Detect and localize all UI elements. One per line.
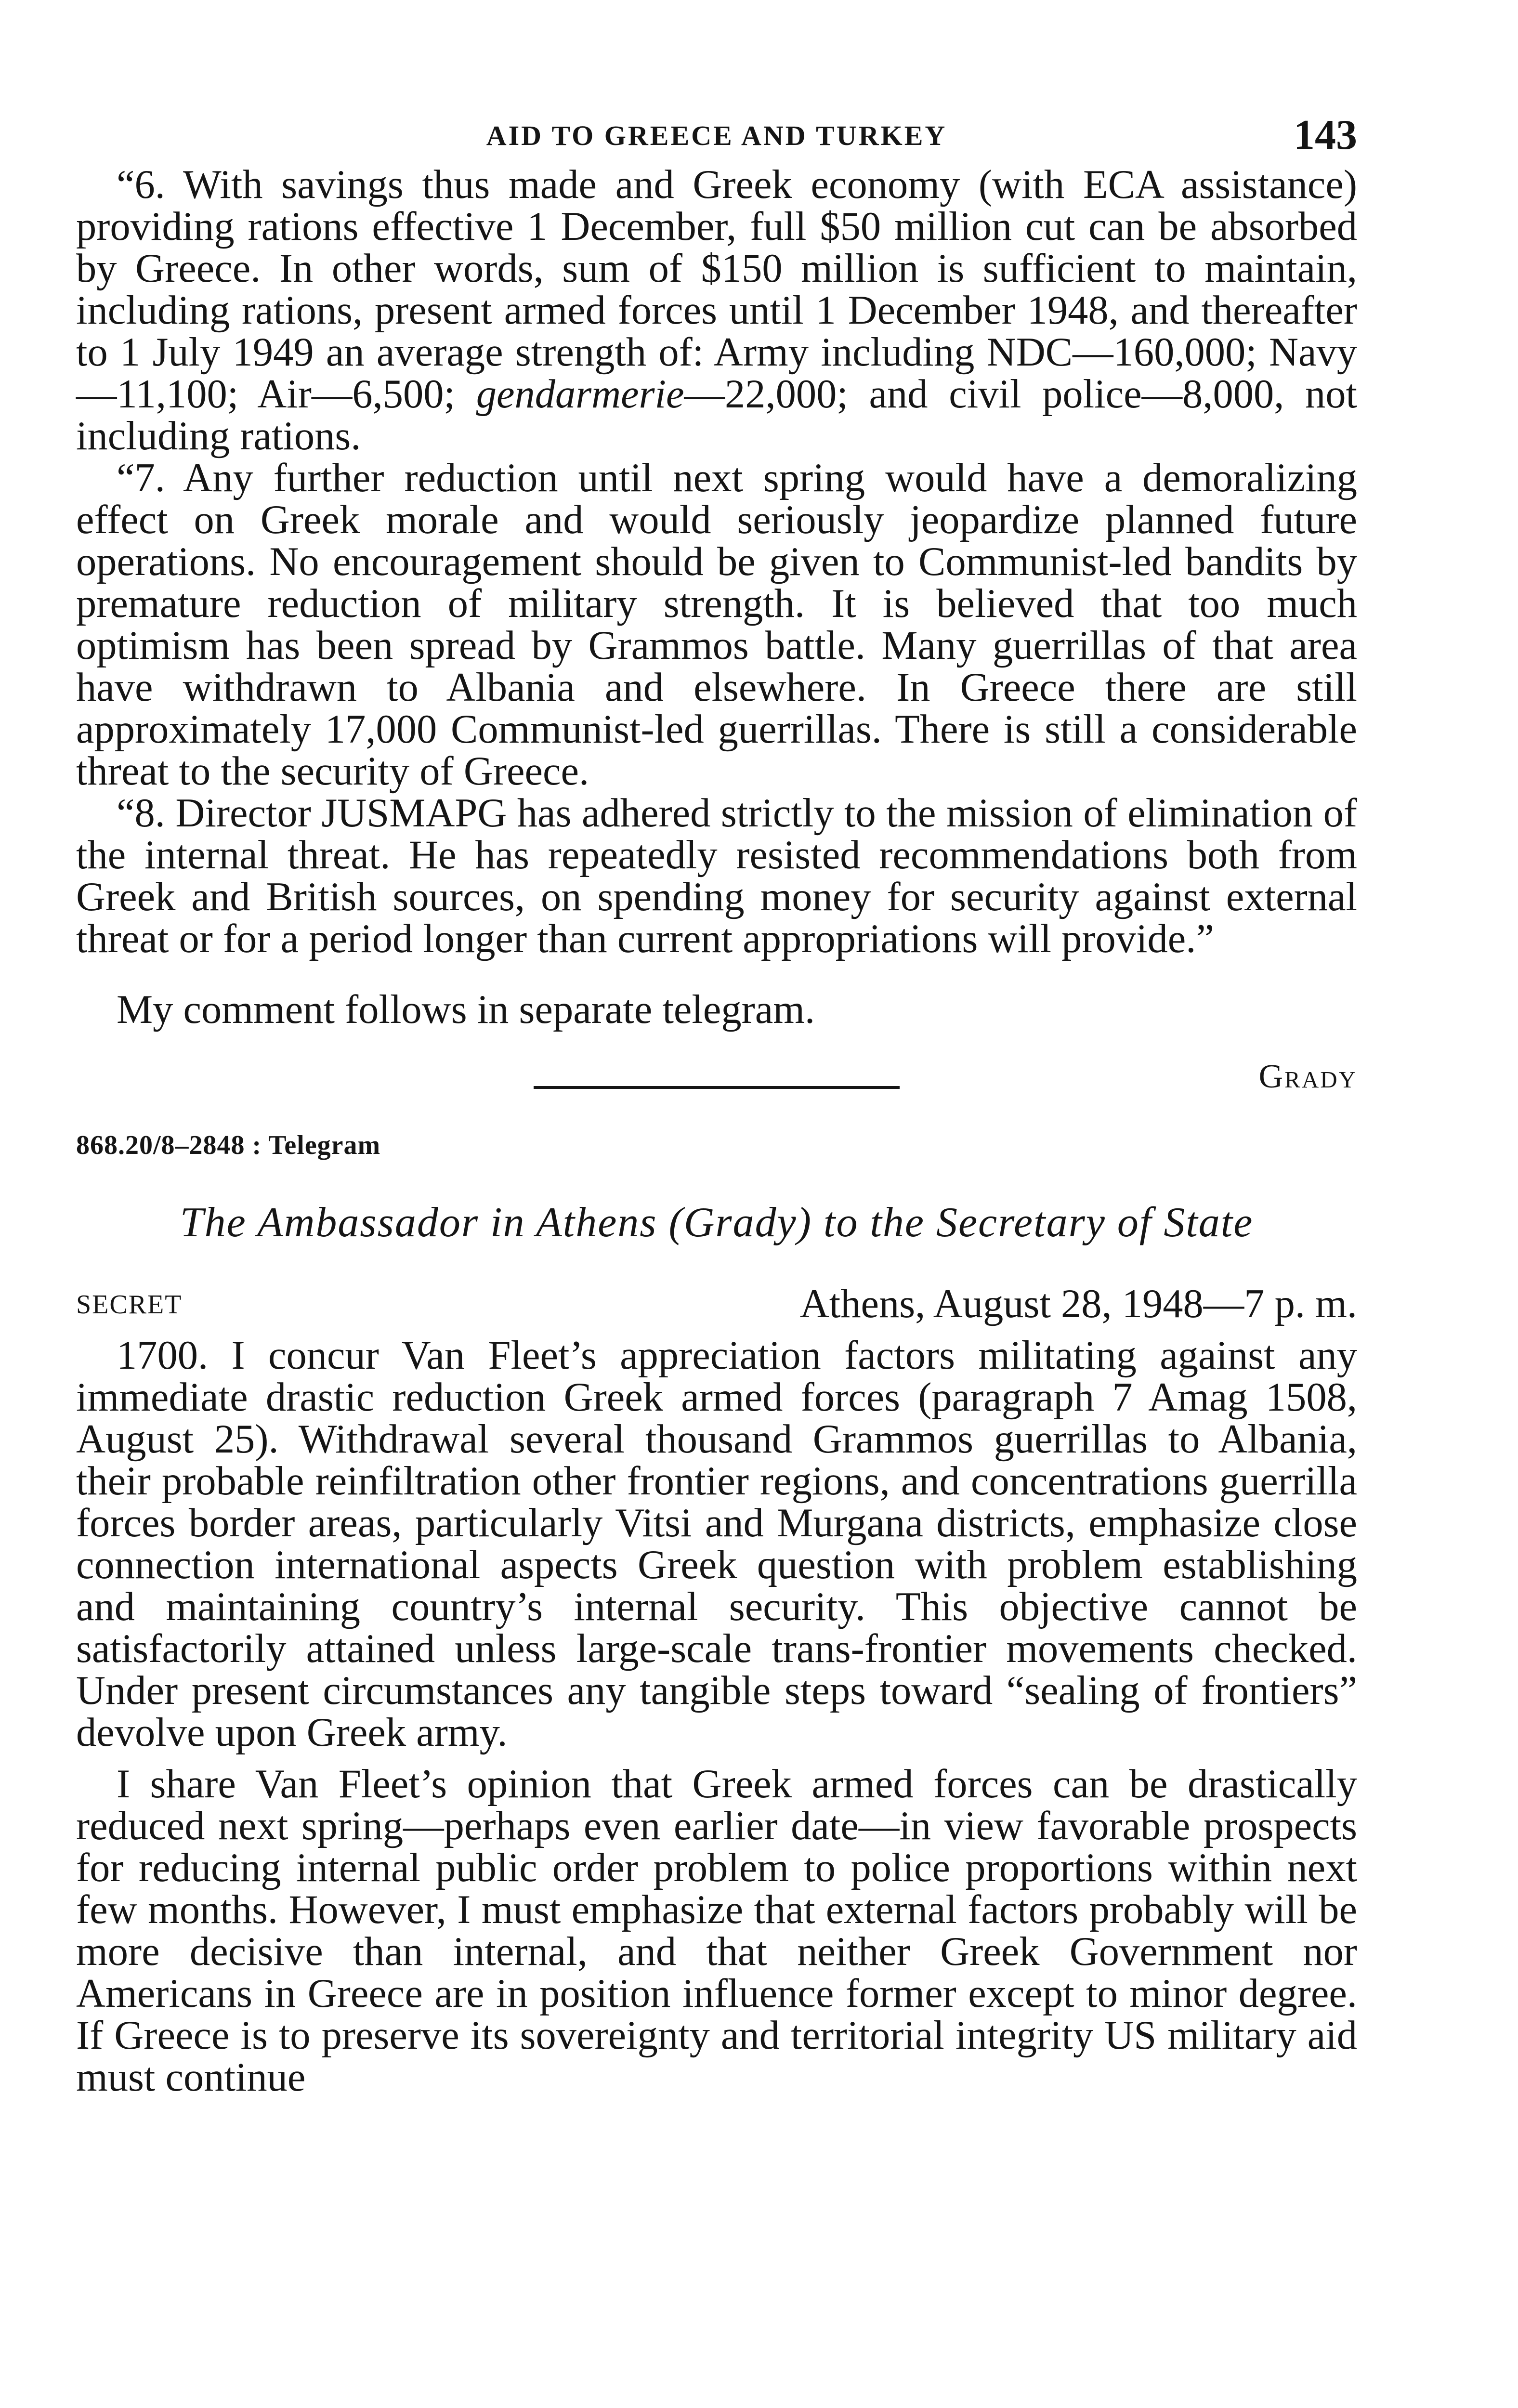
paragraph-6-text: “6. With savings thus made and Greek economy (with ECA assistance) providing rations effective 1 December, full $50 million cut can be absorbed by Greece. In other words, sum of $150 million is sufficient to maintain, including rations, present armed forces until 1 December 1948, and thereafter to 1 July 1949 an average strength of: Army including NDC—160,000; Navy—11,100; Air—6,500; xyxy=(76,162,1357,417)
running-head xyxy=(76,111,1357,164)
section-divider xyxy=(534,1086,900,1089)
paragraph-6-end: —22,000; and civil police—8,000, not including rations. xyxy=(76,372,1357,458)
telegram-1700-paragraph-1: 1700. I concur Van Fleet’s appreciation factors militating against any immediate drastic reduction Greek armed forces (paragraph 7 Amag 1508, August 25). Withdrawal several thousand Grammos guerrillas to Albania, their probable reinfiltration other frontier regions, and concentrations guerrilla forces border areas, particularly Vitsi and Murgana districts, emphasize close connection international aspects Greek question with problem establishing and maintaining country’s internal security. This objective cannot be satisfactorily attained unless large-scale trans-frontier movements checked. Under present circumstances any tangible steps toward “sealing of frontiers” devolve upon Greek army. xyxy=(76,1333,1357,1755)
document-page xyxy=(76,111,1357,2098)
document-title: The Ambassador in Athens (Grady) to the Secretary of State xyxy=(180,1199,1254,1246)
classification-label: SECRET xyxy=(76,1290,183,1320)
dateline-row xyxy=(76,1281,1357,1329)
file-reference: 868.20/8–2848 : Telegram xyxy=(76,1130,381,1160)
page-number: 143 xyxy=(1294,112,1357,158)
signature-block xyxy=(76,1040,1357,1117)
dateline: Athens, August 28, 1948—7 p. m. xyxy=(799,1282,1357,1326)
signature: Grady xyxy=(1258,1058,1357,1095)
paragraph-8: “8. Director JUSMAPG has adhered strictly to the mission of elimination of the internal threat. He has repeatedly resisted recommendations both from Greek and British sources, on spending money for security against external threat or for a period longer than current appropriations will provide.” xyxy=(76,791,1357,961)
paragraph-7: “7. Any further reduction until next spring would have a demoralizing effect on Greek morale and would seriously jeopardize planned future operations. No encouragement should be given to Communist-led bandits by premature reduction of military strength. It is believed that too much optimism has been spread by Grammos battle. Many guerrillas of that area have withdrawn to Albania and elsewhere. In Greece there are still approximately 17,000 Communist-led guerrillas. There is still a considerable threat to the security of Greece. xyxy=(76,456,1357,794)
paragraph-6-italic: gendarmerie xyxy=(476,372,684,417)
telegram-1700-paragraph-2: I share Van Fleet’s opinion that Greek armed forces can be drastically reduced next spring—perhaps even earlier date—in view favorable prospects for reducing internal public order problem to police proportions within next few months. However, I must emphasize that external factors probably will be more decisive than internal, and that neither Greek Government nor Americans in Greece are in position influence former except to minor degree. If Greece is to preserve its sovereignty and territorial integrity US military aid must continue xyxy=(76,1762,1357,2100)
paragraph-6 xyxy=(76,164,1357,457)
closing-line: My comment follows in separate telegram. xyxy=(117,987,815,1032)
running-title: AID TO GREECE AND TURKEY xyxy=(486,120,947,151)
